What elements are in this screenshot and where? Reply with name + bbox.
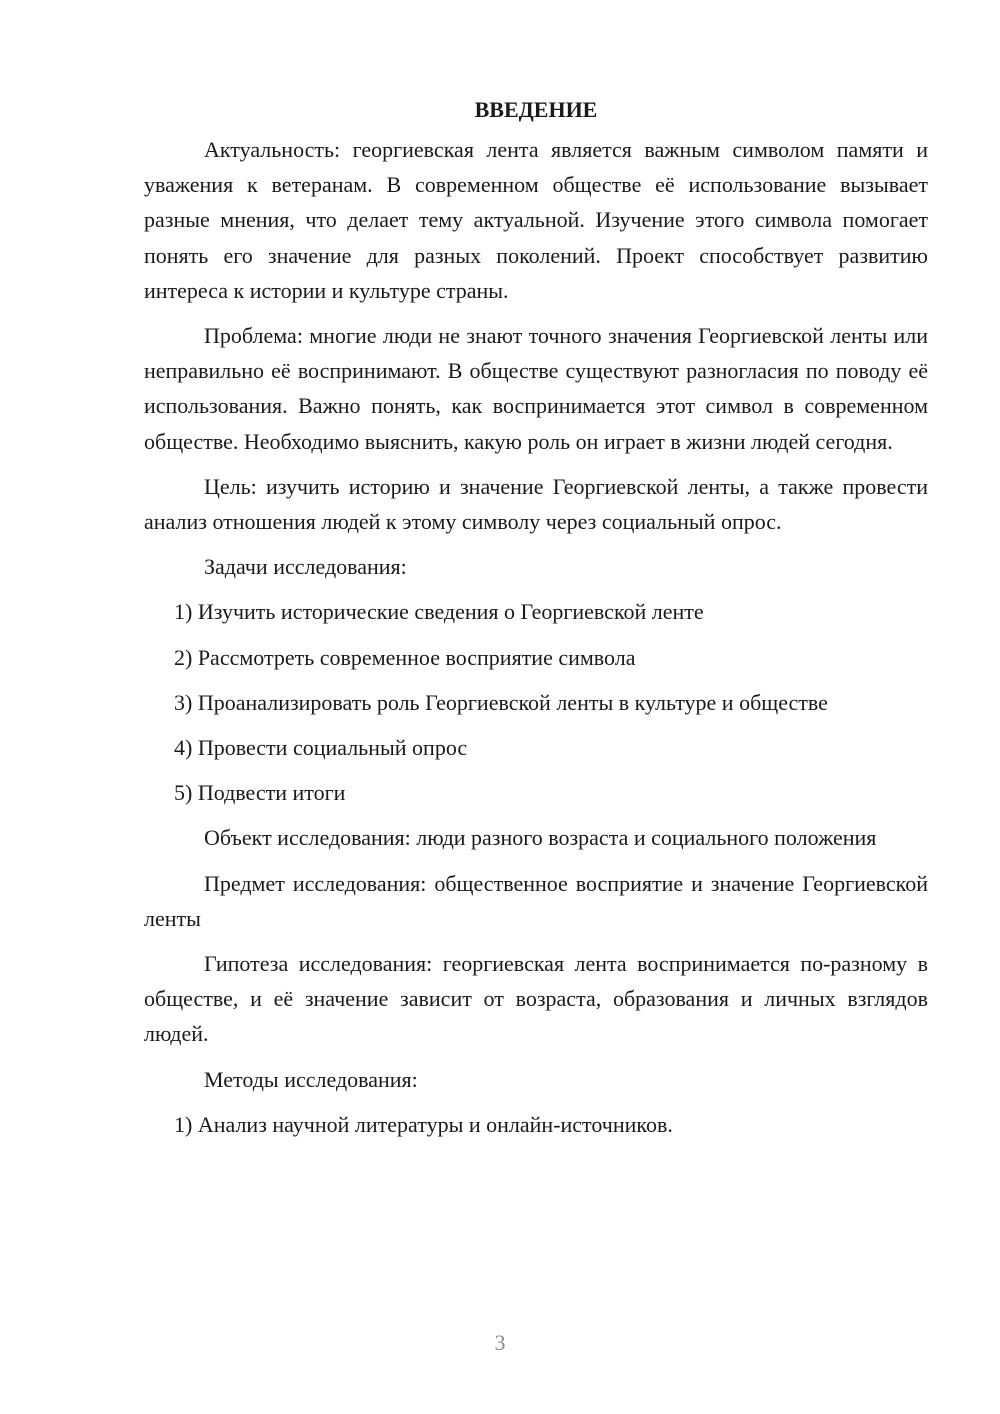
hypothesis-paragraph: Гипотеза исследования: георгиевская лента воспринимается по-разному в обществе, и её значение зависит от возраста, образования и личных взглядов людей. [144, 951, 928, 1047]
document-page [144, 92, 928, 1152]
page-title: ВВЕДЕНИЕ [474, 97, 598, 122]
list-item: 1) Анализ научной литературы и онлайн-источников. [174, 1111, 673, 1137]
relevance-paragraph: Актуальность: георгиевская лента является важным символом памяти и уважения к ветеранам. В современном обществе её использование вызывает разные мнения, что делает тему актуальной. Изучение этого символа помогает понять его значение для разных поколений. Проект способствует развитию интереса к истории и культуре страны. [144, 137, 928, 303]
list-item: 2) Рассмотреть современное восприятие символа [174, 644, 636, 670]
list-item: 3) Проанализировать роль Георгиевской ленты в культуре и обществе [174, 689, 828, 715]
tasks-list [144, 594, 928, 810]
tasks-title: Задачи исследования: [204, 554, 407, 580]
object-paragraph: Объект исследования: люди разного возраста и социального положения [204, 825, 877, 851]
methods-title: Методы исследования: [204, 1066, 418, 1092]
list-item: 4) Провести социальный опрос [174, 735, 468, 761]
goal-paragraph: Цель: изучить историю и значение Георгиевской ленты, а также провести анализ отношения людей к этому символу через социальный опрос. [144, 473, 928, 535]
methods-list [144, 1107, 928, 1142]
page-number: 3 [494, 1330, 506, 1355]
problem-paragraph: Проблема: многие люди не знают точного значения Георгиевской ленты или неправильно её воспринимают. В обществе существуют разногласия по поводу её использования. Важно понять, как воспринимается этот символ в современном обществе. Необходимо выяснить, какую роль он играет в жизни людей сегодня. [144, 323, 928, 454]
subject-paragraph: Предмет исследования: общественное восприятие и значение Георгиевской ленты [144, 870, 928, 931]
list-item: 5) Подвести итоги [174, 780, 346, 806]
list-item: 1) Изучить исторические сведения о Георгиевской ленте [174, 599, 704, 625]
